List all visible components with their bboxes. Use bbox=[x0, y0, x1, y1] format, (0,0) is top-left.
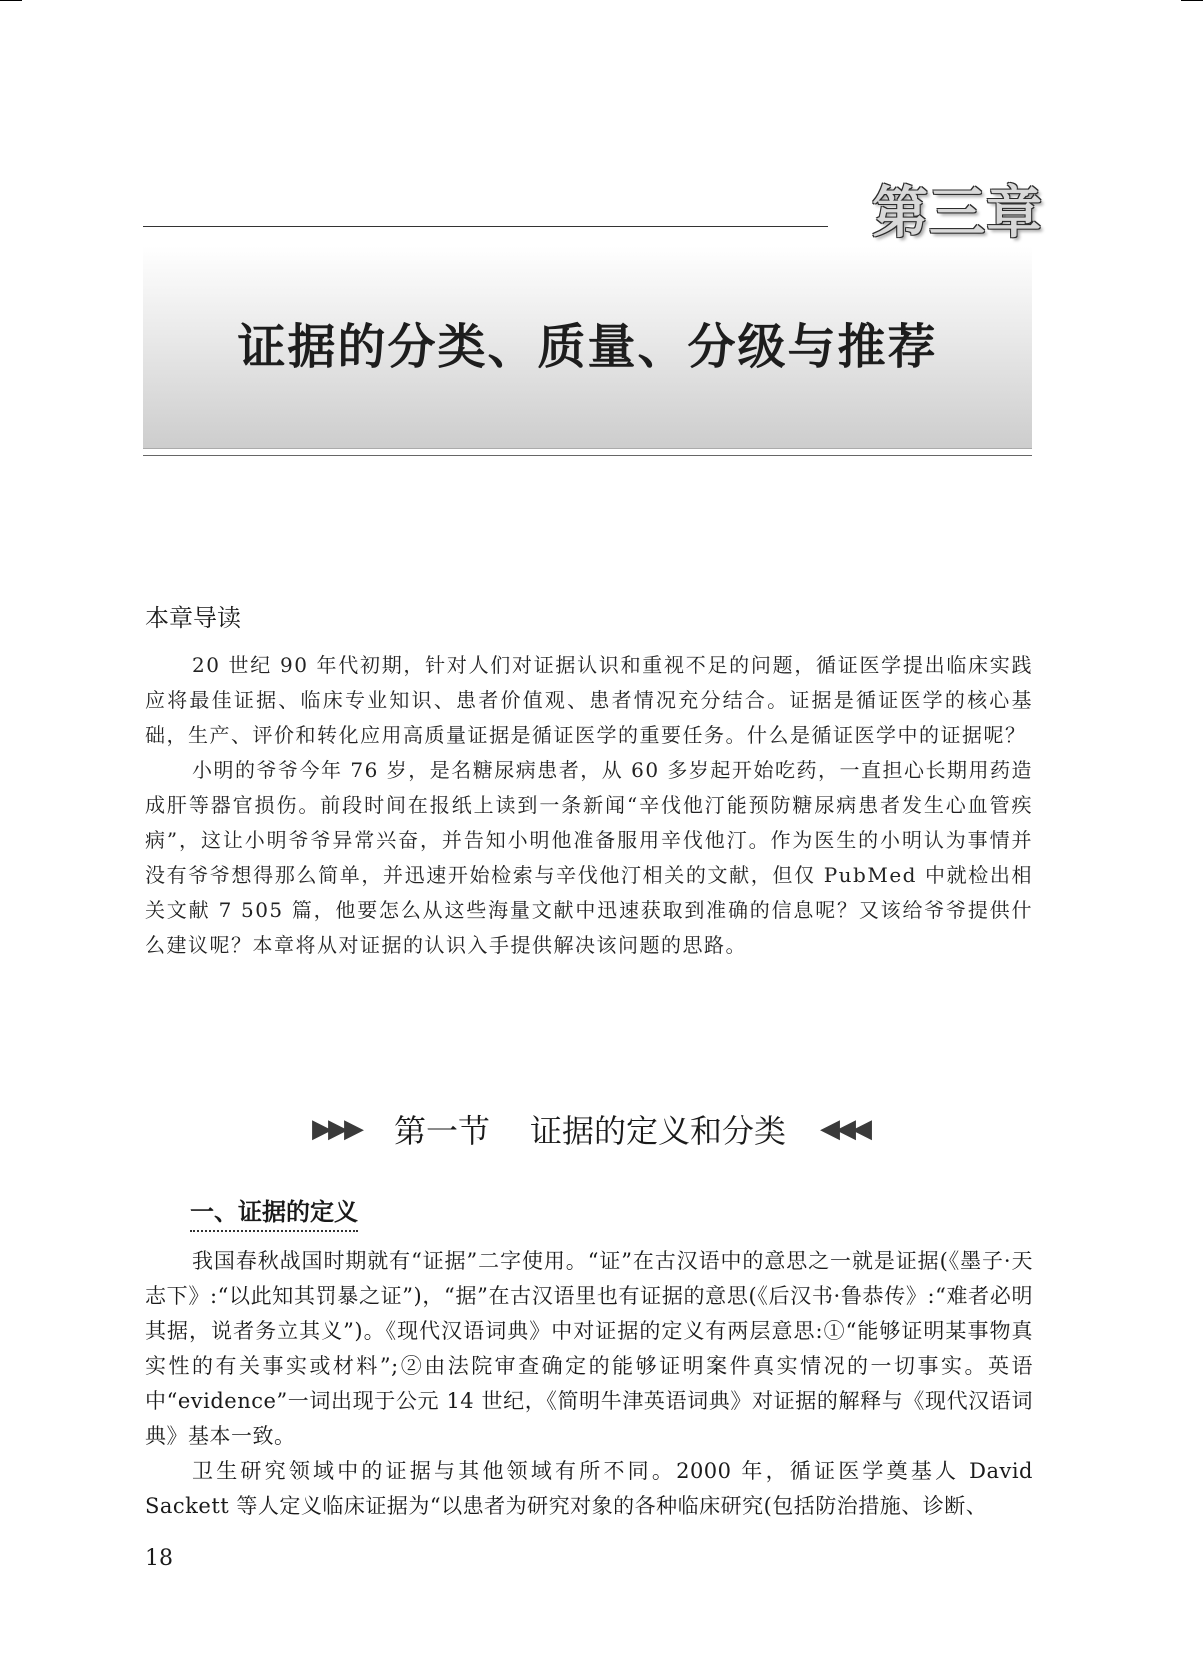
chapter-guide-heading: 本章导读 bbox=[145, 604, 241, 632]
triangle-right-icon: ▶▶▶ bbox=[311, 1114, 360, 1144]
triangle-left-icon: ◀◀◀ bbox=[820, 1114, 869, 1144]
subsection-heading: 一、证据的定义 bbox=[190, 1192, 358, 1232]
chapter-guide-body bbox=[145, 648, 1033, 963]
title-rule-top bbox=[143, 226, 828, 227]
chapter-title-box bbox=[143, 246, 1032, 449]
crop-mark-left bbox=[0, 0, 22, 1]
guide-paragraph: 20 世纪 90 年代初期，针对人们对证据认识和重视不足的问题，循证医学提出临床实践应将最佳证据、临床专业知识、患者价值观、患者情况充分结合。证据是循证医学的核心基础，生产、评价和转化应用高质量证据是循证医学的重要任务。什么是循证医学中的证据呢？ bbox=[145, 653, 1033, 747]
body-paragraph: 我国春秋战国时期就有“证据”二字使用。“证”在古汉语中的意思之一就是证据(《墨子·天志下》:“以此知其罚暴之证”)，“据”在古汉语里也有证据的意思(《后汉书·鲁恭传》:“难者必明其据，说者务立其义”)。《现代汉语词典》中对证据的定义有两层意思:①“能够证明某事物真实性的有关事实或材料”;②由法院审查确定的能够证明案件真实情况的一切事实。英语中“evidence”一词出现于公元 14 世纪，《简明牛津英语词典》对证据的解释与《现代汉语词典》基本一致。 bbox=[145, 1249, 1033, 1448]
body-paragraph: 卫生研究领域中的证据与其他领域有所不同。2000 年，循证医学奠基人 David Sackett 等人定义临床证据为“以患者为研究对象的各种临床研究(包括防治措施、诊断、 bbox=[145, 1459, 1033, 1518]
guide-paragraph: 小明的爷爷今年 76 岁，是名糖尿病患者，从 60 多岁起开始吃药，一直担心长期用药造成肝等器官损伤。前段时间在报纸上读到一条新闻“辛伐他汀能预防糖尿病患者发生心血管疾病”，这让小明爷爷异常兴奋，并告知小明他准备服用辛伐他汀。作为医生的小明认为事情并没有爷爷想得那么简单，并迅速开始检索与辛伐他汀相关的文献，但仅 PubMed 中就检出相关文献 7 505 篇，他要怎么从这些海量文献中迅速获取到准确的信息呢？又该给爷爷提供什么建议呢？本章将从对证据的认识入手提供解决该问题的思路。 bbox=[145, 758, 1033, 957]
chapter-title: 证据的分类、质量、分级与推荐 bbox=[237, 319, 938, 375]
crop-mark-right bbox=[1181, 0, 1203, 1]
subsection-body bbox=[145, 1244, 1033, 1524]
section-title: 证据的定义和分类 bbox=[530, 1112, 787, 1150]
chapter-label: 第三章 bbox=[872, 181, 1043, 246]
section-banner bbox=[270, 1104, 910, 1154]
section-number: 第一节 bbox=[393, 1112, 490, 1150]
page-number: 18 bbox=[145, 1546, 173, 1571]
title-rule-bottom bbox=[143, 455, 1032, 456]
